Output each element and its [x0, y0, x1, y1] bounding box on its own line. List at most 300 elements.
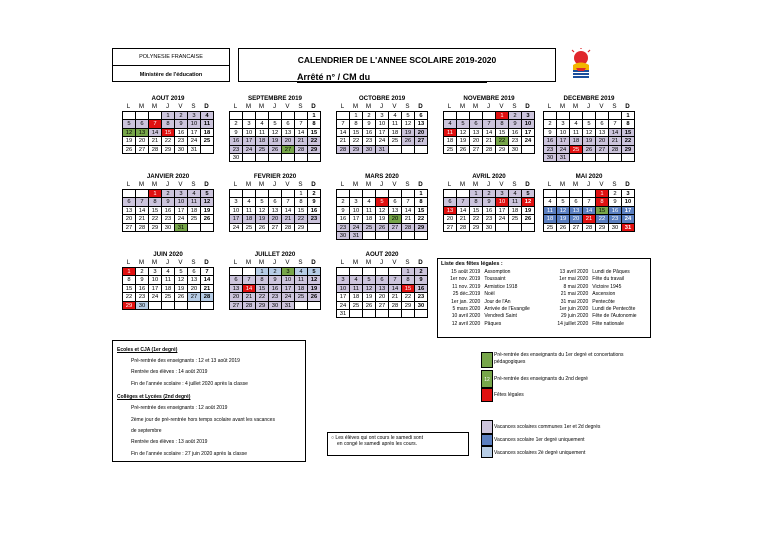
day-cell: 26 — [557, 224, 570, 232]
day-cell: 9 — [483, 198, 496, 206]
holiday-name: Arrivée de l'Evangile — [484, 305, 530, 312]
week-row — [123, 198, 214, 206]
day-grid — [122, 267, 214, 310]
day-cell: 19 — [557, 215, 570, 223]
day-cell: 7 — [282, 198, 295, 206]
week-row — [230, 112, 321, 120]
day-cell: 22 — [350, 137, 363, 145]
day-cell: 21 — [136, 215, 149, 223]
day-cell — [337, 112, 350, 120]
day-cell: 19 — [402, 129, 415, 137]
day-cell: 20 — [269, 215, 282, 223]
day-cell: 18 — [256, 137, 269, 145]
weekday-label: S — [191, 181, 196, 188]
day-cell — [389, 146, 402, 154]
day-cell: 5 — [376, 198, 389, 206]
day-cell: 19 — [583, 137, 596, 145]
day-cell — [350, 310, 363, 318]
week-row — [123, 224, 214, 232]
day-cell — [337, 268, 350, 276]
day-cell: 26 — [457, 146, 470, 154]
day-cell: 24 — [496, 215, 509, 223]
weekday-label: S — [405, 259, 410, 266]
holiday-date: 15 août 2019 — [451, 269, 481, 275]
day-cell — [243, 190, 256, 198]
day-cell: 12 — [583, 129, 596, 137]
day-cell: 9 — [337, 207, 350, 215]
week-row — [123, 207, 214, 215]
week-row — [544, 137, 635, 145]
day-cell: 4 — [295, 268, 308, 276]
day-cell: 13 — [269, 207, 282, 215]
legend-green2-swatch: 12 — [481, 370, 493, 388]
page-title: CALENDRIER DE L'ANNEE SCOLAIRE 2019-2020 — [297, 55, 497, 65]
secondary-prerentree: Pré-rentrée des enseignants : 12 août 2019 — [131, 405, 228, 411]
month-calendar — [122, 251, 214, 310]
day-cell — [509, 224, 522, 232]
day-cell: 19 — [376, 215, 389, 223]
holiday-date: 25 déc.2019 — [452, 291, 481, 298]
day-cell: 23 — [308, 215, 321, 223]
week-row — [544, 224, 635, 232]
day-cell: 10 — [496, 198, 509, 206]
week-row — [337, 120, 428, 128]
legend-light-blue-swatch — [481, 446, 493, 458]
day-cell: 20 — [389, 215, 402, 223]
secondary-second-day: 2ème jour de pré-rentrée hors temps scolaire avant les vacances — [131, 417, 275, 423]
day-cell: 24 — [337, 302, 350, 310]
day-cell — [376, 268, 389, 276]
weekday-label: M — [151, 181, 158, 188]
day-cell: 19 — [269, 137, 282, 145]
day-cell: 12 — [363, 285, 376, 293]
day-cell: 24 — [175, 215, 188, 223]
day-cell: 2 — [308, 190, 321, 198]
day-cell: 11 — [509, 198, 522, 206]
day-cell — [496, 224, 509, 232]
week-row — [230, 198, 321, 206]
day-cell — [282, 112, 295, 120]
day-cell: 23 — [483, 215, 496, 223]
week-row — [337, 232, 428, 240]
day-cell: 8 — [622, 120, 635, 128]
day-cell: 5 — [363, 276, 376, 284]
day-cell: 25 — [363, 224, 376, 232]
day-cell — [389, 190, 402, 198]
week-row — [123, 276, 214, 284]
week-row — [230, 276, 321, 284]
day-cell: 27 — [282, 146, 295, 154]
weekday-label: M — [559, 103, 566, 110]
day-cell: 2 — [415, 268, 428, 276]
day-cell: 21 — [609, 137, 622, 145]
day-cell — [596, 112, 609, 120]
day-cell: 7 — [149, 120, 162, 128]
day-cell: 7 — [295, 120, 308, 128]
day-cell: 21 — [483, 137, 496, 145]
holiday-row — [438, 306, 650, 313]
day-cell: 1 — [123, 268, 136, 276]
weekday-label: J — [165, 103, 170, 110]
day-cell: 15 — [415, 207, 428, 215]
weekday-header — [336, 259, 428, 267]
day-cell — [457, 112, 470, 120]
day-cell: 27 — [444, 224, 457, 232]
day-cell: 29 — [149, 224, 162, 232]
day-cell: 25 — [162, 293, 175, 301]
day-cell — [269, 190, 282, 198]
weekday-label: S — [191, 259, 196, 266]
week-row — [544, 154, 635, 162]
week-row — [544, 207, 635, 215]
day-cell: 24 — [350, 224, 363, 232]
day-cell: 17 — [622, 207, 635, 215]
holiday-row — [438, 321, 650, 328]
day-cell: 14 — [609, 129, 622, 137]
week-row — [230, 293, 321, 301]
day-cell: 10 — [557, 129, 570, 137]
day-cell: 26 — [123, 146, 136, 154]
week-row — [230, 285, 321, 293]
day-cell: 17 — [376, 129, 389, 137]
day-cell: 6 — [188, 268, 201, 276]
legend-green-2: Pré-rentrée des enseignants du 2nd degré — [494, 376, 588, 382]
day-cell: 21 — [457, 215, 470, 223]
day-cell: 9 — [609, 198, 622, 206]
weekday-label: S — [612, 181, 617, 188]
day-grid — [229, 267, 321, 310]
day-cell: 28 — [282, 224, 295, 232]
week-row — [230, 120, 321, 128]
day-cell: 13 — [188, 276, 201, 284]
day-cell: 11 — [444, 129, 457, 137]
holiday-row — [438, 269, 650, 276]
day-cell: 12 — [522, 198, 535, 206]
day-cell: 29 — [350, 146, 363, 154]
day-cell — [570, 154, 583, 162]
day-cell: 11 — [243, 207, 256, 215]
day-cell: 24 — [622, 215, 635, 223]
day-cell: 4 — [350, 276, 363, 284]
day-cell — [243, 112, 256, 120]
day-cell: 6 — [596, 120, 609, 128]
weekday-header — [443, 181, 535, 189]
weekday-label: M — [352, 103, 359, 110]
day-cell: 28 — [609, 146, 622, 154]
month-calendar — [336, 95, 428, 154]
day-cell — [402, 232, 415, 240]
day-cell: 11 — [570, 129, 583, 137]
day-cell — [522, 146, 535, 154]
day-cell: 5 — [457, 120, 470, 128]
weekday-label: M — [258, 181, 265, 188]
day-cell: 12 — [376, 207, 389, 215]
day-cell — [570, 190, 583, 198]
day-grid — [229, 189, 321, 232]
day-cell: 7 — [583, 198, 596, 206]
day-cell: 4 — [162, 268, 175, 276]
day-cell: 10 — [243, 129, 256, 137]
week-row — [337, 293, 428, 301]
day-cell — [295, 154, 308, 162]
day-cell: 29 — [470, 224, 483, 232]
day-cell: 7 — [201, 268, 214, 276]
day-cell: 6 — [136, 120, 149, 128]
weekday-label: L — [126, 103, 131, 110]
weekday-label: D — [418, 103, 423, 110]
day-cell: 16 — [509, 129, 522, 137]
day-grid — [443, 189, 535, 232]
day-cell: 15 — [308, 129, 321, 137]
day-grid — [543, 189, 635, 232]
day-cell: 13 — [282, 129, 295, 137]
day-cell: 25 — [444, 146, 457, 154]
week-row — [444, 207, 535, 215]
day-cell: 18 — [509, 207, 522, 215]
day-cell: 14 — [402, 207, 415, 215]
day-cell: 19 — [522, 207, 535, 215]
day-cell: 22 — [402, 293, 415, 301]
day-cell: 24 — [557, 146, 570, 154]
day-cell: 9 — [230, 129, 243, 137]
week-row — [337, 146, 428, 154]
holiday-date: 11 nov. 2019 — [452, 283, 481, 290]
day-cell: 14 — [295, 129, 308, 137]
weekday-label: V — [392, 181, 397, 188]
month-title: JUILLET 2020 — [254, 251, 296, 258]
day-cell: 27 — [389, 224, 402, 232]
day-cell — [188, 302, 201, 310]
day-cell — [583, 154, 596, 162]
day-cell: 28 — [483, 146, 496, 154]
day-cell: 13 — [136, 129, 149, 137]
day-cell: 25 — [389, 137, 402, 145]
week-row — [544, 198, 635, 206]
day-cell — [269, 154, 282, 162]
day-cell: 18 — [188, 207, 201, 215]
week-row — [123, 112, 214, 120]
holiday-name: Lundi de Pâques — [592, 269, 630, 275]
ministry-name: Ministère de l'éducation — [139, 71, 203, 78]
weekday-label: V — [178, 259, 183, 266]
day-cell — [162, 302, 175, 310]
day-cell — [622, 154, 635, 162]
day-cell: 26 — [376, 224, 389, 232]
month-title: AVRIL 2020 — [472, 173, 506, 180]
day-cell: 17 — [350, 215, 363, 223]
legend-lilac-swatch — [481, 420, 493, 434]
week-row — [444, 190, 535, 198]
day-cell: 21 — [243, 293, 256, 301]
day-cell: 14 — [201, 276, 214, 284]
day-cell: 31 — [337, 310, 350, 318]
day-cell: 6 — [230, 276, 243, 284]
day-cell — [583, 190, 596, 198]
day-cell: 23 — [136, 293, 149, 301]
day-cell: 19 — [457, 137, 470, 145]
day-cell: 8 — [470, 198, 483, 206]
day-cell: 14 — [243, 285, 256, 293]
secondary-rentree: Rentrée des élèves : 13 août 2019 — [131, 439, 208, 445]
day-cell: 19 — [123, 137, 136, 145]
weekday-label: L — [447, 103, 452, 110]
day-cell: 16 — [269, 285, 282, 293]
day-cell: 2 — [509, 112, 522, 120]
holiday-row — [438, 299, 650, 306]
day-cell: 17 — [230, 215, 243, 223]
secondary-fin: Fin de l'année scolaire : 27 juin 2020 après la classe — [131, 451, 248, 457]
day-cell: 3 — [188, 112, 201, 120]
day-cell: 17 — [522, 129, 535, 137]
day-cell: 18 — [162, 285, 175, 293]
month-calendar — [543, 173, 635, 232]
day-cell: 5 — [583, 120, 596, 128]
weekday-label: D — [625, 103, 630, 110]
day-cell: 14 — [583, 207, 596, 215]
holiday-name: Armistice 1918 — [484, 283, 518, 290]
day-cell: 27 — [136, 146, 149, 154]
day-cell — [470, 112, 483, 120]
day-cell: 31 — [557, 154, 570, 162]
day-cell: 17 — [243, 137, 256, 145]
holiday-date: 21 mai 2020 — [560, 291, 589, 298]
day-cell — [308, 224, 321, 232]
day-cell: 18 — [444, 137, 457, 145]
day-cell — [282, 190, 295, 198]
day-cell: 11 — [363, 207, 376, 215]
weekday-label: M — [572, 181, 579, 188]
day-cell: 14 — [282, 207, 295, 215]
note-line-2: en congé le samedi après les cours. — [337, 441, 418, 447]
day-cell: 8 — [496, 120, 509, 128]
weekday-label: D — [311, 259, 316, 266]
day-cell: 14 — [389, 285, 402, 293]
day-cell: 9 — [415, 276, 428, 284]
day-cell: 29 — [295, 224, 308, 232]
day-cell: 11 — [389, 120, 402, 128]
day-cell: 20 — [470, 137, 483, 145]
day-cell: 3 — [496, 190, 509, 198]
weekday-label: S — [405, 103, 410, 110]
day-cell: 10 — [230, 207, 243, 215]
day-cell — [230, 112, 243, 120]
week-row — [230, 215, 321, 223]
week-row — [544, 146, 635, 154]
weekday-label: M — [365, 103, 372, 110]
month-title: NOVEMBRE 2019 — [463, 95, 515, 102]
legend-red-swatch — [481, 388, 493, 402]
week-row — [544, 190, 635, 198]
day-cell: 26 — [256, 224, 269, 232]
holiday-row — [438, 291, 650, 298]
day-cell: 27 — [415, 137, 428, 145]
week-row — [337, 302, 428, 310]
legend-blue: Vacances scolaire 1er degré uniquement — [494, 437, 585, 443]
day-cell: 23 — [269, 293, 282, 301]
weekday-label: D — [418, 181, 423, 188]
weekday-label: J — [272, 181, 277, 188]
day-grid — [122, 111, 214, 154]
day-cell: 9 — [363, 120, 376, 128]
month-title: AOUT 2020 — [365, 251, 399, 258]
primary-rentree: Rentrée des élèves : 14 août 2019 — [131, 369, 208, 375]
day-cell: 12 — [123, 129, 136, 137]
weekday-header — [229, 103, 321, 111]
weekday-label: J — [379, 259, 384, 266]
weekday-label: L — [233, 259, 238, 266]
day-cell: 26 — [522, 215, 535, 223]
day-cell: 17 — [496, 207, 509, 215]
day-cell: 3 — [230, 198, 243, 206]
weekday-label: D — [525, 103, 530, 110]
day-cell: 1 — [596, 190, 609, 198]
day-cell: 25 — [350, 302, 363, 310]
day-cell: 16 — [337, 215, 350, 223]
day-cell: 25 — [570, 146, 583, 154]
day-cell — [136, 112, 149, 120]
holiday-date: 10 avril 2020 — [451, 313, 481, 320]
day-cell: 18 — [350, 293, 363, 301]
week-row — [123, 129, 214, 137]
day-cell: 9 — [269, 276, 282, 284]
weekday-label: L — [126, 259, 131, 266]
day-cell: 4 — [544, 198, 557, 206]
day-cell — [308, 154, 321, 162]
month-calendar — [543, 95, 635, 162]
day-cell: 2 — [175, 112, 188, 120]
weekday-label: J — [586, 103, 591, 110]
day-cell: 4 — [201, 112, 214, 120]
day-cell: 7 — [136, 198, 149, 206]
day-cell — [363, 232, 376, 240]
day-cell: 25 — [256, 146, 269, 154]
day-cell: 18 — [243, 215, 256, 223]
day-cell: 29 — [415, 224, 428, 232]
day-cell: 18 — [201, 129, 214, 137]
weekday-label: J — [486, 181, 491, 188]
day-cell: 12 — [457, 129, 470, 137]
secondary-second-day-cont: de septembre — [131, 428, 162, 434]
weekday-label: V — [599, 103, 604, 110]
day-cell: 22 — [149, 215, 162, 223]
day-cell: 17 — [337, 293, 350, 301]
day-cell — [350, 190, 363, 198]
day-cell: 15 — [295, 207, 308, 215]
week-row — [444, 137, 535, 145]
day-cell — [136, 190, 149, 198]
day-cell: 20 — [376, 293, 389, 301]
weekday-label: S — [298, 103, 303, 110]
day-grid — [543, 111, 635, 162]
day-cell: 10 — [622, 198, 635, 206]
day-cell: 24 — [282, 293, 295, 301]
weekday-label: M — [459, 181, 466, 188]
day-cell: 25 — [509, 215, 522, 223]
holiday-date: 1er nov. 2019 — [450, 276, 481, 283]
day-cell: 24 — [230, 224, 243, 232]
week-row — [230, 302, 321, 310]
legend-green-1b: pédagogiques — [494, 359, 526, 365]
day-cell — [308, 302, 321, 310]
weekday-label: M — [365, 181, 372, 188]
day-cell — [149, 302, 162, 310]
day-cell: 27 — [570, 224, 583, 232]
day-cell: 29 — [308, 146, 321, 154]
week-row — [230, 154, 321, 162]
day-cell: 21 — [583, 215, 596, 223]
weekday-label: S — [298, 259, 303, 266]
day-cell: 5 — [402, 112, 415, 120]
